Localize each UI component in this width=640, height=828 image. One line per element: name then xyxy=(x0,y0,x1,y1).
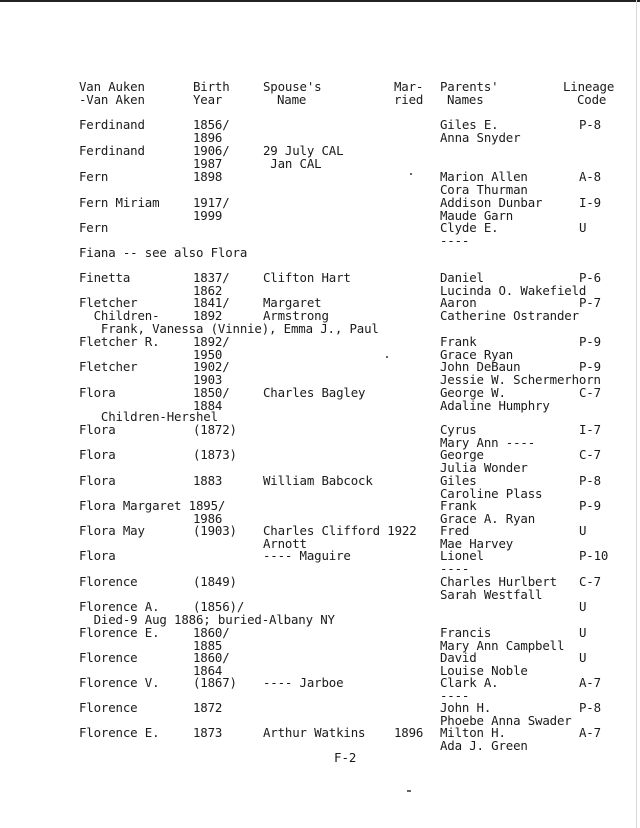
entry-code: C-7 xyxy=(579,574,601,589)
entry-code: A-8 xyxy=(579,169,601,184)
entry-full: Died-9 Aug 1886; buried-Albany NY xyxy=(79,612,335,627)
entry-parents: Aaron xyxy=(440,295,477,310)
entry-birth: 1906/ xyxy=(193,143,230,158)
entry-birth: 1883 xyxy=(193,473,223,488)
entry-parents: Lucinda O. Wakefield xyxy=(440,283,587,298)
entry-name: Florence xyxy=(79,574,138,589)
entry-name: Florence xyxy=(79,650,138,665)
entry-birth: 1986 xyxy=(193,511,223,526)
header-parents-line1: Parents' xyxy=(440,79,499,94)
entry-parents: George xyxy=(440,447,484,462)
entry-birth: 1856/ xyxy=(193,117,230,132)
entry-birth: (1856)/ xyxy=(193,599,245,614)
entry-parents: Anna Snyder xyxy=(440,130,521,145)
header-lineage-line1: Lineage xyxy=(563,79,615,94)
entry-parents: Fred xyxy=(440,523,470,538)
entry-parents: Clark A. xyxy=(440,675,499,690)
entry-name: Flora xyxy=(79,548,116,563)
entry-parents: Marion Allen xyxy=(440,169,528,184)
entry-spouse: Clifton Hart xyxy=(263,270,351,285)
entry-spouse: Arthur Watkins xyxy=(263,725,366,740)
entry-parents: ---- xyxy=(440,561,470,576)
entry-birth: 1999 xyxy=(193,208,223,223)
entry-birth: 1860/ xyxy=(193,625,230,640)
entry-name: Flora xyxy=(79,447,116,462)
entry-birth: (1849) xyxy=(193,574,237,589)
entry-parents: Cora Thurman xyxy=(440,182,528,197)
header-name-line1: Van Auken xyxy=(79,79,145,94)
entry-parents: Catherine Ostrander xyxy=(440,308,579,323)
entry-parents: Grace Ryan xyxy=(440,347,514,362)
entry-name: Ferdinand xyxy=(79,143,145,158)
entry-birth: (1872) xyxy=(193,422,237,437)
entry-parents: Daniel xyxy=(440,270,484,285)
entry-name: Ferdinand xyxy=(79,117,145,132)
entry-name: Florence E. xyxy=(79,625,160,640)
entry-parents: Francis xyxy=(440,625,492,640)
scan-speck xyxy=(407,790,411,792)
entry-parents: Maude Garn xyxy=(440,208,514,223)
entry-parents: Jessie W. Schermerhorn xyxy=(440,372,601,387)
entry-parents: Julia Wonder xyxy=(440,460,528,475)
entry-name: Florence xyxy=(79,700,138,715)
scan-speck xyxy=(386,356,388,358)
entry-birth: (1873) xyxy=(193,447,237,462)
entry-code: A-7 xyxy=(579,725,601,740)
entry-name: Florence A. xyxy=(79,599,160,614)
entry-name: Fern Miriam xyxy=(79,195,160,210)
entry-spouse: Charles Clifford 1922 xyxy=(263,523,417,538)
entry-full: Fiana -- see also Flora xyxy=(79,245,248,260)
entry-code: P-10 xyxy=(579,548,609,563)
header-spouse-line2: Name xyxy=(277,92,307,107)
entry-parents: Caroline Plass xyxy=(440,486,543,501)
entry-code: P-6 xyxy=(579,270,601,285)
entry-parents: Lionel xyxy=(440,548,484,563)
entry-parents: Giles E. xyxy=(440,117,499,132)
entry-code: P-8 xyxy=(579,700,601,715)
header-married-line1: Mar- xyxy=(394,79,424,94)
entry-name: Flora Margaret 1895/ xyxy=(79,498,226,513)
entry-birth: 1892 xyxy=(193,308,223,323)
entry-parents: Clyde E. xyxy=(440,220,499,235)
entry-code: P-9 xyxy=(579,334,601,349)
entry-spouse: Jan CAL xyxy=(263,156,322,171)
entry-name: Fern xyxy=(79,220,109,235)
entry-birth: 1837/ xyxy=(193,270,230,285)
entry-birth: 1841/ xyxy=(193,295,230,310)
entry-parents: ---- xyxy=(440,688,470,703)
entry-parents: Addison Dunbar xyxy=(440,195,543,210)
entry-name: Flora May xyxy=(79,523,145,538)
entry-name: Florence V. xyxy=(79,675,160,690)
entry-code: I-7 xyxy=(579,422,601,437)
entry-birth: 1873 xyxy=(193,725,223,740)
header-parents-line2: Names xyxy=(447,92,484,107)
header-birth-line2: Year xyxy=(193,92,223,107)
entry-spouse: William Babcock xyxy=(263,473,373,488)
entry-name: Florence E. xyxy=(79,725,160,740)
entry-name: Fletcher xyxy=(79,295,138,310)
entry-spouse: ---- Maguire xyxy=(263,548,351,563)
entry-code: C-7 xyxy=(579,385,601,400)
entry-name: Flora xyxy=(79,385,116,400)
right-edge-line xyxy=(636,0,637,828)
entry-parents: Giles xyxy=(440,473,477,488)
entry-birth: 1862 xyxy=(193,283,223,298)
entry-parents: ---- xyxy=(440,233,470,248)
entry-code: P-9 xyxy=(579,498,601,513)
entry-birth: (1903) xyxy=(193,523,237,538)
top-border-line xyxy=(0,0,640,2)
entry-parents: Frank xyxy=(440,334,477,349)
entry-birth: 1864 xyxy=(193,663,223,678)
entry-name: Fletcher xyxy=(79,359,138,374)
entry-birth: 1987 xyxy=(193,156,223,171)
entry-spouse: Arnott xyxy=(263,536,307,551)
entry-parents: Grace A. Ryan xyxy=(440,511,536,526)
entry-birth: 1896 xyxy=(193,130,223,145)
entry-code: U xyxy=(579,625,587,640)
entry-code: U xyxy=(579,650,587,665)
entry-parents: Adaline Humphry xyxy=(440,398,550,413)
entry-spouse: ---- Jarboe xyxy=(263,675,344,690)
header-birth-line1: Birth xyxy=(193,79,230,94)
entry-full: Frank, Vanessa (Vinnie), Emma J., Paul xyxy=(79,321,379,336)
entry-parents: John DeBaun xyxy=(440,359,521,374)
entry-married: 1896 xyxy=(394,725,424,740)
entry-birth: (1867) xyxy=(193,675,237,690)
entry-parents: Mary Ann ---- xyxy=(440,435,536,450)
entry-birth: 1950 xyxy=(193,347,223,362)
entry-code: U xyxy=(579,599,587,614)
entry-birth: 1892/ xyxy=(193,334,230,349)
page-number: F-2 xyxy=(334,750,357,765)
entry-code: P-9 xyxy=(579,359,601,374)
header-name-line2: -Van Aken xyxy=(79,92,145,107)
header-married-line2: ried xyxy=(394,92,424,107)
entry-birth: 1898 xyxy=(193,169,223,184)
entry-parents: Charles Hurlbert xyxy=(440,574,557,589)
entry-parents: Mary Ann Campbell xyxy=(440,638,565,653)
entry-code: P-7 xyxy=(579,295,601,310)
entry-parents: Ada J. Green xyxy=(440,738,528,753)
entry-parents: Phoebe Anna Swader xyxy=(440,713,572,728)
entry-code: P-8 xyxy=(579,117,601,132)
entry-code: A-7 xyxy=(579,675,601,690)
entry-name: Fletcher R. xyxy=(79,334,160,349)
entry-code: I-9 xyxy=(579,195,601,210)
header-lineage-line2: Code xyxy=(577,92,607,107)
entry-spouse: Margaret xyxy=(263,295,322,310)
entry-birth: 1903 xyxy=(193,372,223,387)
entry-parents: Sarah Westfall xyxy=(440,587,543,602)
entry-name: Finetta xyxy=(79,270,131,285)
entry-name: Children- xyxy=(79,308,160,323)
entry-parents: Milton H. xyxy=(440,725,506,740)
entry-name: Flora xyxy=(79,422,116,437)
entry-spouse: 29 July CAL xyxy=(263,143,344,158)
header-spouse-line1: Spouse's xyxy=(263,79,322,94)
entry-parents: Cyrus xyxy=(440,422,477,437)
entry-full: Children-Hershel xyxy=(79,409,218,424)
entry-spouse: Armstrong xyxy=(263,308,329,323)
entry-name: Flora xyxy=(79,473,116,488)
entry-birth: 1872 xyxy=(193,700,223,715)
entry-code: U xyxy=(579,523,587,538)
entry-spouse: Charles Bagley xyxy=(263,385,366,400)
entry-birth: 1902/ xyxy=(193,359,230,374)
entry-birth: 1885 xyxy=(193,638,223,653)
entry-parents: John H. xyxy=(440,700,492,715)
entry-code: U xyxy=(579,220,587,235)
entry-birth: 1917/ xyxy=(193,195,230,210)
entry-parents: David xyxy=(440,650,477,665)
entry-parents: George W. xyxy=(440,385,506,400)
entry-parents: Mae Harvey xyxy=(440,536,514,551)
entry-name: Fern xyxy=(79,169,109,184)
entry-code: C-7 xyxy=(579,447,601,462)
entry-birth: 1860/ xyxy=(193,650,230,665)
entry-parents: Louise Noble xyxy=(440,663,528,678)
entry-birth: 1850/ xyxy=(193,385,230,400)
scan-speck xyxy=(410,173,412,175)
entry-code: P-8 xyxy=(579,473,601,488)
entry-parents: Frank xyxy=(440,498,477,513)
entry-birth: 1884 xyxy=(193,398,223,413)
